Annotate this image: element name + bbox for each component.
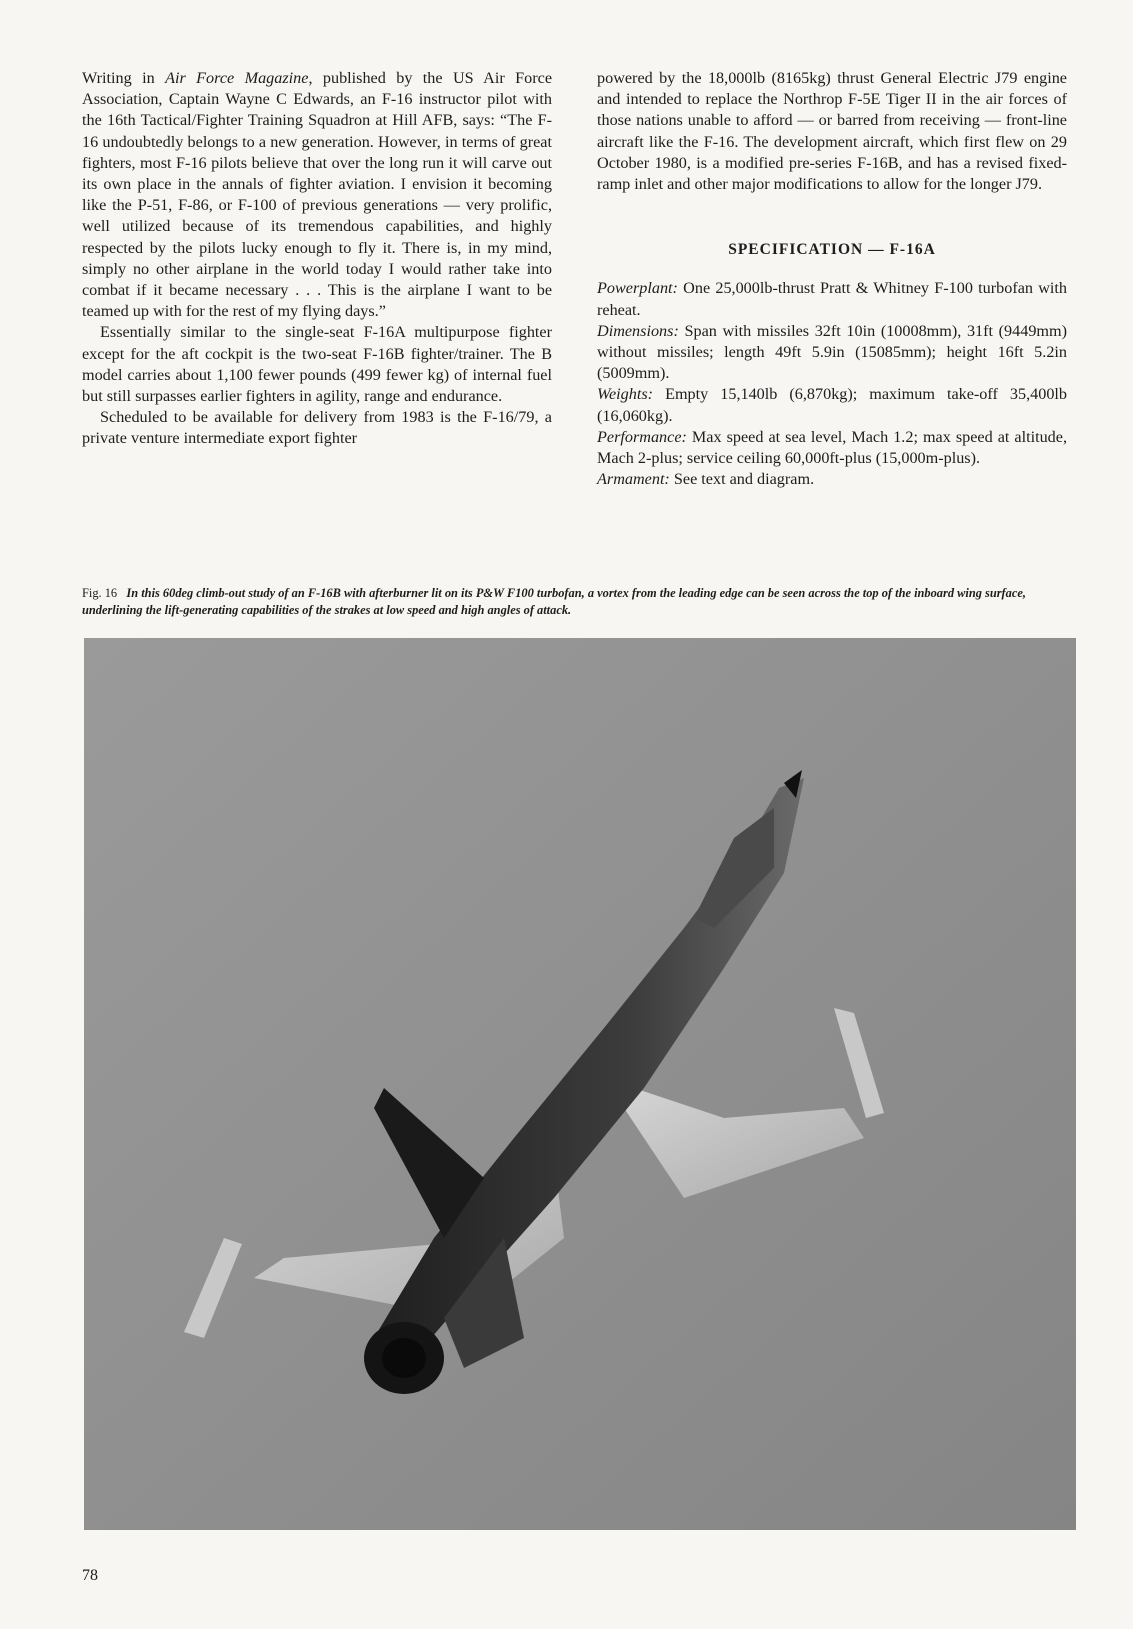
paragraph-2: Essentially similar to the single-seat F-16A multipurpose fighter except for the aft cockpit is the two-seat F-16B fighter/trainer. The B model carries about 1,100 fewer pounds (499 fewer kg) of internal fuel but still surpasses earlier fighters in agility, range and endurance. bbox=[82, 323, 552, 406]
page-number: 78 bbox=[82, 1567, 98, 1584]
paragraph-3: Scheduled to be available for delivery from 1983 is the F-16/79, a private venture intermediate export fighter bbox=[82, 408, 552, 448]
magazine-title: Air Force Magazine bbox=[165, 69, 309, 87]
caption-text: In this 60deg climb-out study of an F-16B with afterburner lit on its P&W F100 turbofan, a vortex from the leading edge can be seen across the top of the inboard wing surface, underlining the lift-generating capabilities of the strakes at low speed and high angles of attack. bbox=[82, 586, 1026, 617]
figure-number: Fig. 16 bbox=[82, 586, 118, 600]
spec-weights: Weights: Empty 15,140lb (6,870kg); maximum take-off 35,400lb (16,060kg). bbox=[597, 385, 1067, 425]
paragraph-1: Writing in Air Force Magazine, published by the US Air Force Association, Captain Wayne C Edwards, an F-16 instructor pilot with the 16th Tactical/Fighter Training Squadron at Hill AFB, says: “The F-16 undoubtedly belongs to a new generation. However, in terms of great fighters, most F-16 pilots believe that over the long run it will carve out its own place in the annals of fighter aviation. I envision it becoming like the P-51, F-86, or F-100 of previous generations — very prolific, well utilized because of its tremendous capabilities, and highly respected by the pilots lucky enough to fly it. There is, in my mind, simply no other airplane in the world today I would rather take into combat if it became necessary . . . This is the airplane I want to be teamed up with for the rest of my flying days.” bbox=[82, 69, 552, 321]
f16b-aircraft-image bbox=[84, 638, 1076, 1530]
specification-heading: SPECIFICATION — F-16A bbox=[728, 241, 936, 259]
specification-list bbox=[597, 278, 1067, 490]
spec-performance: Performance: Max speed at sea level, Mach 1.2; max speed at altitude, Mach 2-plus; service ceiling 60,000ft-plus (15,000m-plus). bbox=[597, 427, 1067, 468]
spec-powerplant: Powerplant: One 25,000lb-thrust Pratt & Whitney F-100 turbofan with reheat. bbox=[597, 279, 1067, 319]
right-text-column bbox=[597, 68, 1067, 490]
figure-caption bbox=[82, 585, 1067, 619]
paragraph-4: powered by the 18,000lb (8165kg) thrust General Electric J79 engine and intended to replace the Northrop F-5E Tiger II in the air forces of those nations unable to afford — or barred from receiving — front-line aircraft like the F-16. The development aircraft, which first flew on 29 October 1980, is a modified pre-series F-16B, and has a revised fixed-ramp inlet and other major modifications to allow for the longer J79. bbox=[597, 69, 1067, 194]
spec-armament: Armament: See text and diagram. bbox=[597, 470, 815, 489]
left-text-column bbox=[82, 68, 552, 450]
aircraft-photo bbox=[84, 638, 1076, 1530]
spec-dimensions: Dimensions: Span with missiles 32ft 10in (10008mm), 31ft (9449mm) without missiles; length 49ft 5.9in (15085mm); height 16ft 5.2in (5009mm). bbox=[597, 321, 1067, 383]
